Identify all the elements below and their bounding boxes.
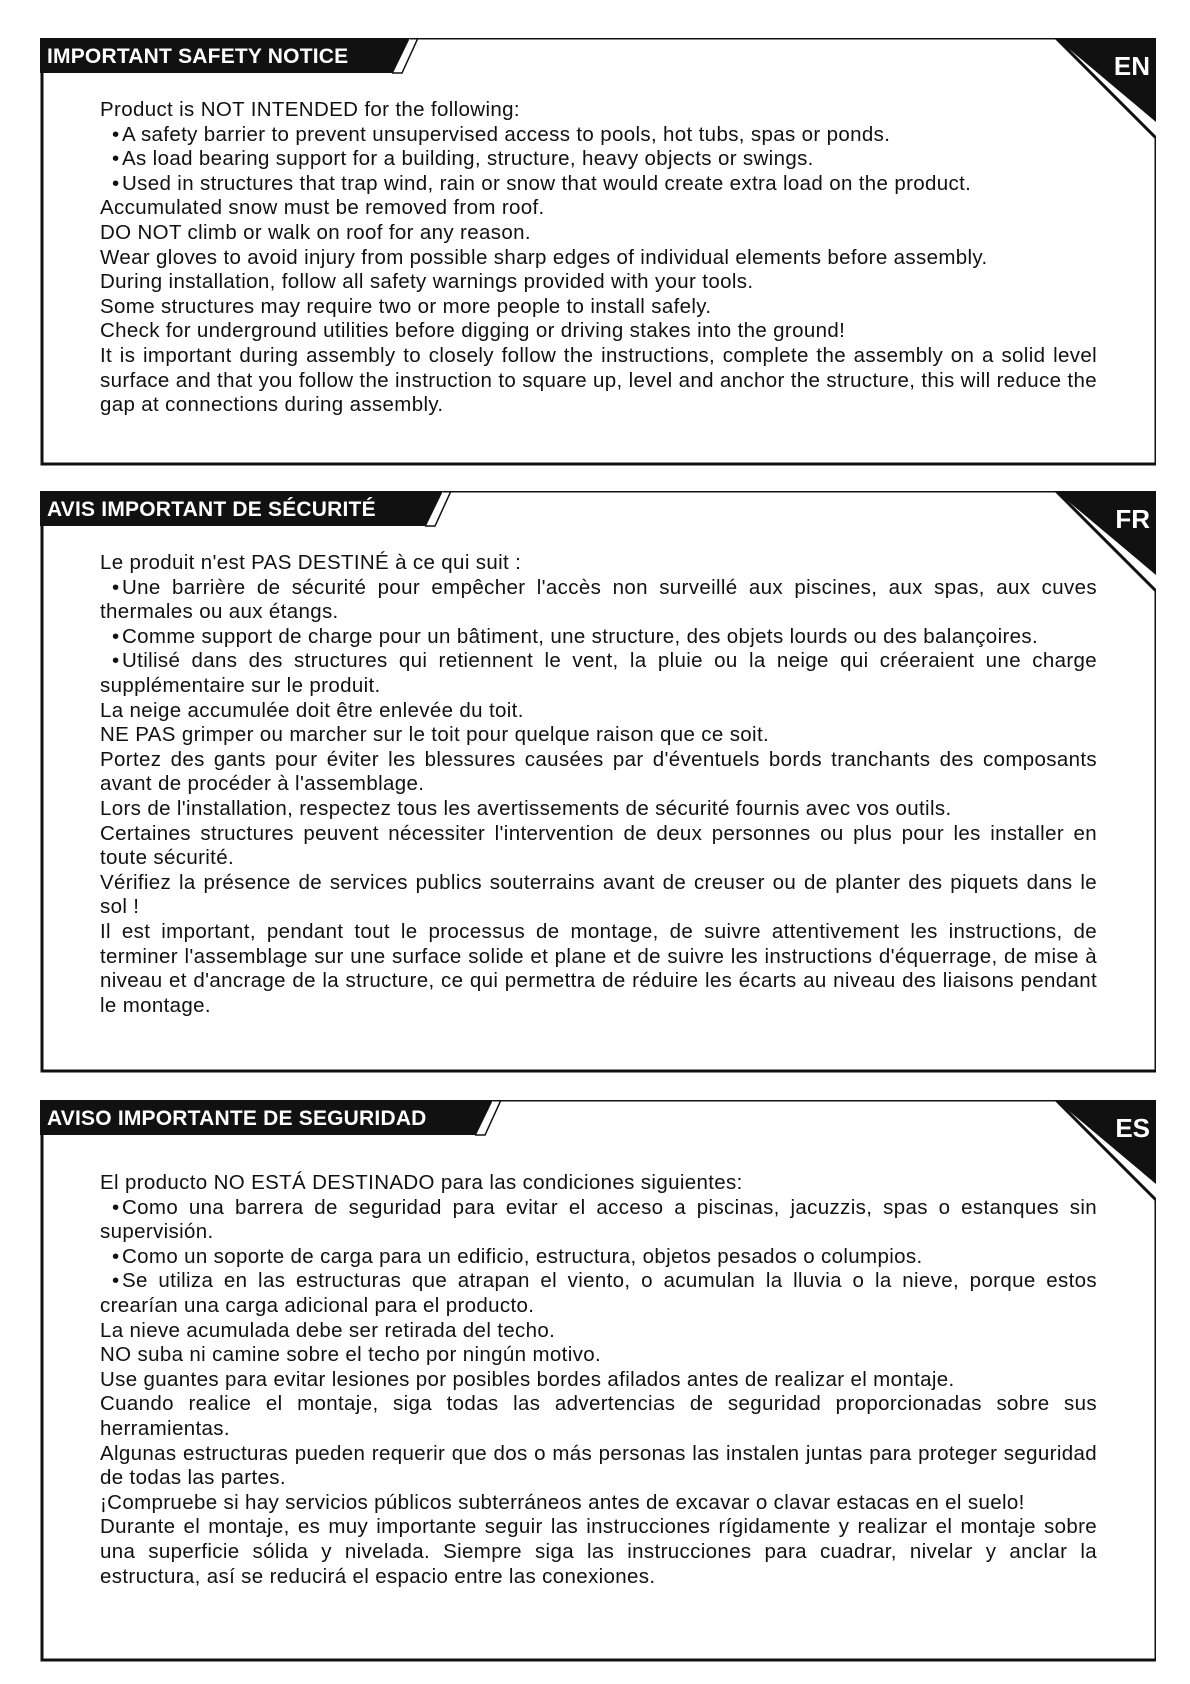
safety-notice-fr	[40, 491, 1156, 1073]
notice-line: It is important during assembly to closely follow the instructions, complete the assembly on a solid level surface and that you follow the instruction to square up, level and anchor the structure, this will reduce the gap at connections during assembly.	[100, 343, 1097, 417]
bullet-item: • Como una barrera de seguridad para evitar el acceso a piscinas, jacuzzis, spas o estanques sin supervisión.	[100, 1195, 1097, 1244]
notice-line: During installation, follow all safety warnings provided with your tools.	[100, 270, 754, 294]
bullet-item: • Comme support de charge pour un bâtiment, une structure, des objets lourds ou des balançoires.	[112, 624, 1039, 648]
notice-line: Vérifiez la présence de services publics souterrains avant de creuser ou de planter des piquets dans le sol !	[100, 870, 1097, 919]
notice-line: Durante el montaje, es muy importante seguir las instrucciones rígidamente y realizar el montaje sobre una superficie sólida y nivelada. Siempre siga las instrucciones para cuadrar, nivelar y anclar la estructura, así se reducirá el espacio entre las conexiones.	[100, 1515, 1097, 1588]
notice-line: NE PAS grimper ou marcher sur le toit pour quelque raison que ce soit.	[100, 723, 770, 747]
safety-notice-en	[40, 38, 1156, 466]
notice-title: IMPORTANT SAFETY NOTICE	[47, 45, 349, 68]
language-badge: EN	[1113, 51, 1150, 81]
notice-body	[100, 1171, 1097, 1589]
bullet-item: • A safety barrier to prevent unsupervised access to pools, hot tubs, spas or ponds.	[112, 122, 891, 146]
notice-line: Cuando realice el montaje, siga todas las advertencias de seguridad proporcionadas sobre sus herramientas.	[100, 1392, 1097, 1440]
intro-line: Product is NOT INTENDED for the following:	[100, 98, 520, 121]
bullet-item: • As load bearing support for a building, structure, heavy objects or swings.	[112, 147, 814, 171]
notice-line: La neige accumulée doit être enlevée du toit.	[100, 698, 524, 722]
notice-line: ¡Compruebe si hay servicios públicos subterráneos antes de excavar o clavar estacas en el suelo!	[100, 1490, 1025, 1514]
notice-body	[100, 551, 1097, 1018]
intro-line: El producto NO ESTÁ DESTINADO para las condiciones siguientes:	[100, 1171, 743, 1194]
notice-line: Lors de l'installation, respectez tous les avertissements de sécurité fournis avec vos outils.	[100, 796, 952, 820]
bullet-item: • Como un soporte de carga para un edificio, estructura, objetos pesados o columpios.	[112, 1244, 923, 1268]
bullet-item: • Se utiliza en las estructuras que atrapan el viento, o acumulan la lluvia o la nieve, porque estos crearían una carga adicional para el producto.	[100, 1269, 1097, 1317]
notice-title: AVIS IMPORTANT DE SÉCURITÉ	[47, 498, 376, 521]
notice-line: Portez des gants pour éviter les blessures causées par d'éventuels bords tranchants des composants avant de procéder à l'assemblage.	[100, 747, 1097, 796]
notice-body	[100, 98, 1097, 418]
notice-line: Some structures may require two or more people to install safely.	[100, 294, 712, 318]
notice-title: AVISO IMPORTANTE DE SEGURIDAD	[47, 1107, 427, 1130]
language-badge: ES	[1115, 1113, 1150, 1143]
notice-line: Il est important, pendant tout le processus de montage, de suivre attentivement les instructions, de terminer l'assemblage sur une surface solide et plane et de suivre les instructions d'équerrage, de mise à niveau et d'ancrage de la structure, ce qui permettra de réduire les écarts au niveau des liaisons pendant le montage.	[100, 919, 1097, 1017]
notice-line: NO suba ni camine sobre el techo por ningún motivo.	[100, 1343, 602, 1367]
intro-line: Le produit n'est PAS DESTINÉ à ce qui suit :	[100, 551, 522, 574]
bullet-item: • Used in structures that trap wind, rain or snow that would create extra load on the product.	[112, 171, 972, 195]
notice-line: Use guantes para evitar lesiones por posibles bordes afilados antes de realizar el montaje.	[100, 1367, 955, 1391]
notice-line: Check for underground utilities before digging or driving stakes into the ground!	[100, 319, 846, 343]
language-badge: FR	[1115, 504, 1150, 534]
notice-line: Certaines structures peuvent nécessiter l'intervention de deux personnes ou plus pour les installer en toute sécurité.	[100, 821, 1097, 870]
bullet-item: • Utilisé dans des structures qui retiennent le vent, la pluie ou la neige qui créeraient une charge supplémentaire sur le produit.	[100, 649, 1097, 697]
notice-line: Wear gloves to avoid injury from possible sharp edges of individual elements before assembly.	[100, 245, 988, 269]
safety-notice-es	[40, 1100, 1156, 1662]
notice-line: DO NOT climb or walk on roof for any reason.	[100, 220, 531, 244]
notice-line: Algunas estructuras pueden requerir que dos o más personas las instalen juntas para proteger seguridad de todas las partes.	[100, 1441, 1097, 1490]
bullet-item: • Une barrière de sécurité pour empêcher l'accès non surveillé aux piscines, aux spas, aux cuves thermales ou aux étangs.	[100, 575, 1097, 624]
notice-line: Accumulated snow must be removed from roof.	[100, 196, 545, 220]
notice-line: La nieve acumulada debe ser retirada del techo.	[100, 1318, 556, 1342]
